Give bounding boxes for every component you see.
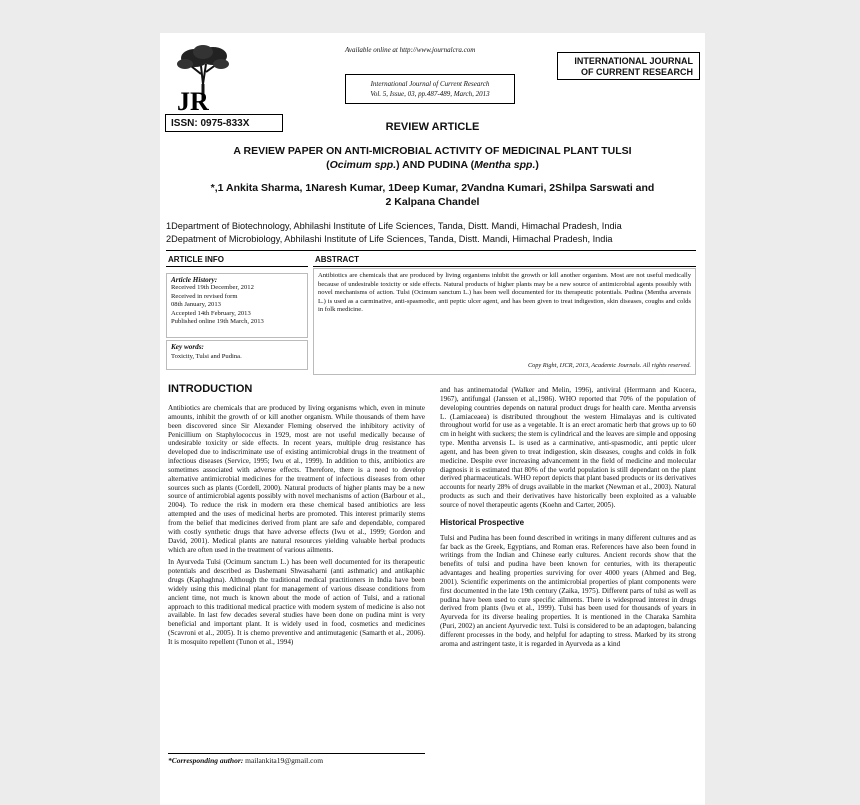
- title-mentha: Mentha spp.: [474, 159, 536, 171]
- right-column: [440, 386, 696, 649]
- article-type: REVIEW ARTICLE: [385, 121, 480, 133]
- right-paragraph-1: and has antinematodal (Walker and Melin, 1996), antiviral (Herrmann and Kucera, 1967), antifungal (Janssen et al.,1986). WHO reported that 70% of the population of developing countries depends on natural product drugs for health care. Mentha arvensis L. (Lamiaceaea) is distributed throughout the western Himalayas and is cultivated throughout world for use as a vegetable. It is an erect aromatic herb that grows up to 60 cm in height with suckers; the stem is cylindrical and the leaves are simple and opposing type. Mentha arvensis L. is used as a carminative, anti-spasmodic, anti peptic ulcer agent, and has been given to treat indigestion, skin diseases, coughs and colds in folk medicine. Despite ever increasing advancement in the field of medicine and molecular diagnosis it is estimated that 80% of the world population is still dependant on the plant derived pharmaceuticals. WHO report depicts that plant based products or its derivatives accounts for nearly 28% of drugs available in the market (Newman et al., 2003). Natural products as such and their derivatives have historically been exploited as a valuable source of novel therapeutic agents (Koehn and Carter, 2005).: [440, 386, 696, 509]
- article-info-heading: ARTICLE INFO: [168, 255, 224, 264]
- history-item: Received in revised form: [171, 292, 238, 300]
- journal-citation-box: [345, 74, 515, 104]
- title-line2: [160, 158, 705, 172]
- journal-title-line1: INTERNATIONAL JOURNAL: [574, 56, 693, 66]
- title-and-pudina: ) AND PUDINA (: [396, 159, 475, 171]
- journal-title-line2: OF CURRENT RESEARCH: [580, 67, 693, 77]
- corresponding-label: *Corresponding author:: [168, 756, 244, 765]
- history-heading: Article History:: [171, 276, 218, 284]
- intro-paragraph-2: In Ayurveda Tulsi (Ocimum sanctum L.) has been well documented for its therapeutic potentials and described as Dashemani Shwasaharni (anti asthmatic) and antikaphic drugs (Kaphaghna). Although the traditional medical practitioners in India have been widely using this medicinal plant for management of various disease conditions from ancient time, not much is known about the mode of action of Tulsi, and a rational approach to this traditional medical practice with modern system of medicine is also not available. In last few decades several studies have been done on pudina mint is very beneficial and important plant. It is widely used in food, cosmetics and medicines (Scavroni et al., 2005). It is chemo preventive and antimutagenic (Samarth et al., 2006). It is mosquito repellent (Tunon et al., 1994): [168, 558, 425, 646]
- journal-volume: Vol. 5, Issue, 03, pp.487-489, March, 2013: [370, 90, 490, 98]
- right-paragraph-2: Tulsi and Pudina has been found described in writings in many different cultures and as far back as the Greek, Egyptians, and Roman eras. References have also been found in writings from the Indian and Chinese early cultures. Ancient records show that the benefits of tulsi and pudina have been known for centuries, with its therapeutic advantages and healing properties surviving for over 4000 years (Ahmed and Beg, 2001). Scientific experiments on the antimicrobial properties of plant components were first documented in the late 19th century (Zaika, 1975). Different parts of tulsi as well as pudina have been used to cure specific ailments. There is widespread interest in drugs derived from plants (Iwu et al., 1999). Tulsi has been used for thousands of years in Ayurveda for its diverse healing properties. It is mentioned in the Charaka Samhita (Puri, 2002) an ancient Ayurvedic text. Tulsi is considered to be an adaptogen, balancing different processes in the body, and helpful for adapting to stress. Marked by its strong aroma and astringent taste, it is regarded in Ayurveda as a kind: [440, 533, 696, 648]
- history-item: Published online 19th March, 2013: [171, 318, 264, 326]
- historical-prospective-heading: Historical Prospective: [440, 517, 525, 527]
- title-paren-close: ): [535, 159, 539, 171]
- footnote-divider: [168, 753, 425, 754]
- affiliation-1: 1Department of Biotechnology, Abhilashi Institute of Life Sciences, Tanda, Distt. Mandi, Himachal Pradesh, India: [166, 221, 622, 231]
- issn-box: ISSN: 0975-833X: [165, 114, 283, 132]
- abstract-box: [313, 268, 696, 375]
- keywords-text: Toxicity, Tulsi and Pudina.: [171, 353, 242, 360]
- author-list: [160, 181, 705, 209]
- divider-info: [166, 266, 308, 267]
- title-ocimum: Ocimum spp.: [329, 159, 397, 171]
- divider-abstract: [313, 266, 696, 267]
- journal-name: International Journal of Current Research: [370, 80, 490, 88]
- affiliations: [166, 220, 701, 246]
- keywords-heading: Key words:: [171, 343, 204, 351]
- history-item: Received 19th December, 2012: [171, 284, 254, 292]
- intro-paragraph-1: Antibiotics are chemicals that are produced by living organisms which, even in minute amounts, inhibit the growth of or kill another organism. While thousands of them have been discovered since Sir Alexander Fleming observed the inhibitory activity of Penicillium on Staphylococcus in 1929, most are not useful medically because of undesirable toxicity or side effects. In recent years, multiple drug resistance has developed due to indiscriminate use of existing antimicrobial drugs in the treatment of infectious diseases (Service, 1995; Iwu et al., 1999). In addition to this, antibiotics are sometimes associated with adverse effects. Therefore, there is a need to develop alternative antimicrobial medicines for the treatment of infectious diseases from other sources such as plants (Cordell, 2000). Natural products of higher plants may be a new source of antimicrobial agents possibly with novel mechanisms of action (Barbour et al., 2004). To reduce the risk in modern era these chemical based antibiotics are less attempted and the uses of medicinal herbs are promoted. This interest primarily stems from the belief that medicines derived from plant are safe and dependable, compared with costly synthetic drugs that have adverse effects (Iwu et al., 1999; Gordon and David, 2001). Medical plants are natural resources yielding valuable herbal products which are often used in the treatment of various ailments.: [168, 404, 425, 554]
- introduction-heading: INTRODUCTION: [168, 383, 253, 395]
- available-online: Available online at http://www.journalcra.com: [345, 46, 476, 54]
- title-line1: A REVIEW PAPER ON ANTI-MICROBIAL ACTIVITY OF MEDICINAL PLANT TULSI: [233, 145, 632, 157]
- history-item: Accepted 14th February, 2013: [171, 309, 251, 317]
- corresponding-email: mailankita19@gmail.com: [245, 756, 324, 765]
- journal-title-box: [557, 52, 700, 80]
- svg-text:JR: JR: [177, 87, 209, 114]
- keywords-box: [166, 340, 308, 370]
- journal-logo-icon: [173, 44, 233, 114]
- divider-top: [166, 250, 696, 251]
- title-paren-open: (: [326, 159, 330, 171]
- article-history-box: [166, 273, 308, 338]
- history-item: 08th January, 2013: [171, 301, 221, 309]
- left-column: [168, 404, 425, 647]
- affiliation-2: 2Depatment of Microbiology, Abhilashi Institute of Life Sciences, Tanda, Distt. Mandi, Himachal Pradesh, India: [166, 234, 613, 244]
- authors-line1: *,1 Ankita Sharma, 1Naresh Kumar, 1Deep Kumar, 2Vandna Kumari, 2Shilpa Sarswati and: [210, 182, 655, 194]
- abstract-heading: ABSTRACT: [315, 255, 359, 264]
- authors-line2: 2 Kalpana Chandel: [385, 196, 480, 208]
- corresponding-author: [168, 756, 323, 765]
- abstract-text: Antibiotics are chemicals that are produced by living organisms inhibit the growth or kill another organism. Most are not useful medically because of undesirable toxicity or side effects. Natural products of higher plants may be a new source of antimicrobial agents possibly with novel mechanisms of action. Tulsi (Ocimum sanctum L.) has been well documented for its therapeutic potentials. Pudina (Mentha arvensis L.) is used as a carminative, anti-spasmodic, anti peptic ulcer agent, and has been given to treat indigestion, skin diseases, coughs and colds in folk medicine.: [318, 272, 691, 314]
- copyright-notice: Copy Right, IJCR, 2013, Academic Journals. All rights reserved.: [527, 362, 691, 370]
- article-title: [160, 144, 705, 172]
